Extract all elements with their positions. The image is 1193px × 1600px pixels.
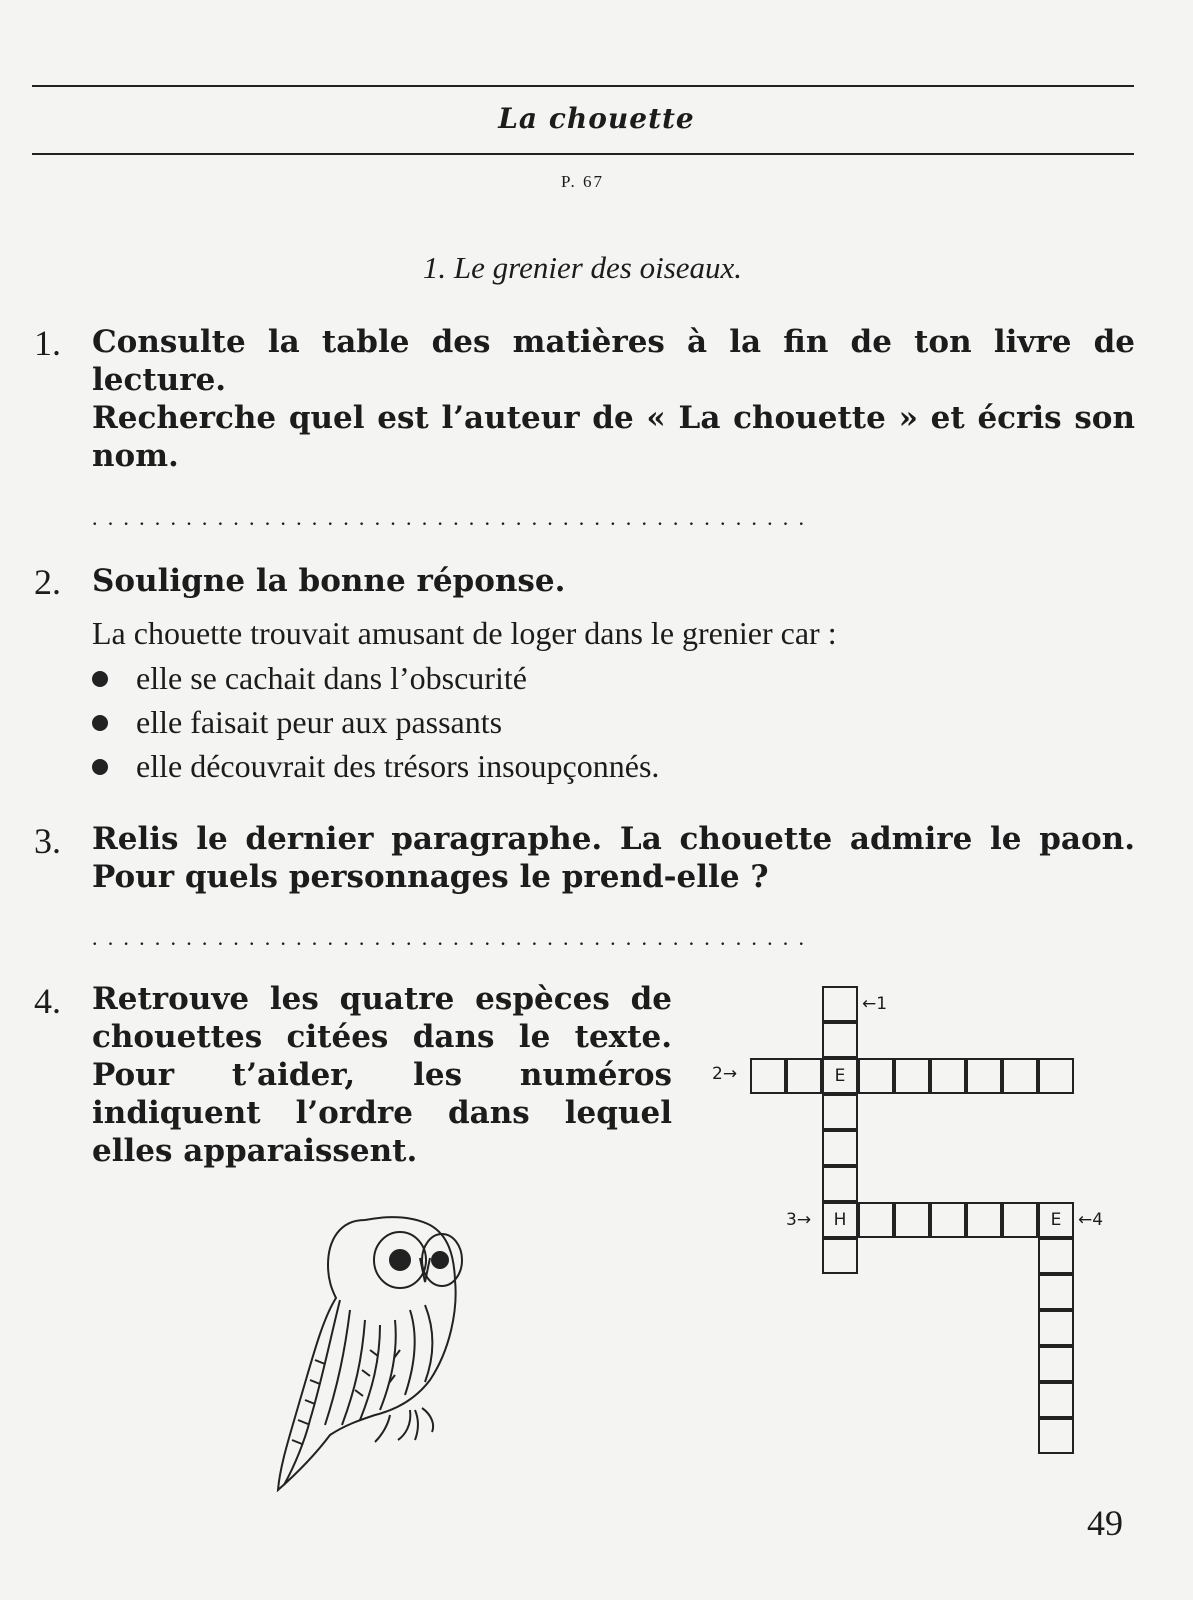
answer-option-1-text: elle se cachait dans l’obscurité — [136, 660, 527, 696]
answer-line-3[interactable]: .............................................. — [92, 925, 815, 945]
crossword-cell[interactable] — [822, 1166, 858, 1202]
crossword-label-4: ←4 — [1078, 1210, 1104, 1230]
crossword-cell[interactable] — [894, 1202, 930, 1238]
question-1-number: 1. — [34, 323, 61, 363]
answer-option-3-text: elle découvrait des trésors insoupçonnés. — [136, 748, 660, 784]
crossword-cell[interactable] — [930, 1058, 966, 1094]
crossword-cell[interactable] — [894, 1058, 930, 1094]
crossword-cell[interactable] — [1038, 1310, 1074, 1346]
crossword-cell[interactable] — [822, 1022, 858, 1058]
question-1-text — [92, 323, 1135, 475]
question-2-intro: La chouette trouvait amusant de loger dans le grenier car : — [92, 615, 837, 651]
chapter-heading: 1. Le grenier des oiseaux. — [422, 250, 743, 285]
page-title: La chouette — [498, 102, 695, 135]
crossword-cell[interactable] — [930, 1202, 966, 1238]
crossword-cell-e[interactable]: E — [1038, 1202, 1074, 1238]
question-4-text: Retrouve les quatre espèces de chouettes citées dans le texte. Pour t’aider, les numéros indiquent l’ordre dans lequel elles apparaissent. — [92, 981, 672, 1169]
answer-line-1[interactable]: .............................................. — [92, 505, 815, 525]
crossword-cell[interactable] — [822, 1130, 858, 1166]
crossword-cell-h[interactable]: H — [822, 1202, 858, 1238]
crossword-cell[interactable] — [1038, 1418, 1074, 1454]
crossword-label-3: 3→ — [786, 1210, 812, 1230]
title-rule — [32, 153, 1134, 155]
bullet-icon — [92, 671, 108, 687]
owl-illustration — [270, 1210, 470, 1500]
crossword-label-1: ←1 — [862, 994, 888, 1014]
question-2-text: Souligne la bonne réponse. — [92, 563, 566, 599]
crossword-cell[interactable] — [858, 1202, 894, 1238]
crossword-cell[interactable] — [966, 1058, 1002, 1094]
crossword-cell[interactable] — [1038, 1238, 1074, 1274]
question-3-text: Relis le dernier paragraphe. La chouette admire le paon. Pour quels personnages le prend-elle ? — [92, 821, 1135, 895]
crossword-cell[interactable] — [786, 1058, 822, 1094]
crossword-cell[interactable] — [750, 1058, 786, 1094]
crossword-cell[interactable] — [822, 986, 858, 1022]
crossword-cell[interactable] — [822, 1238, 858, 1274]
question-1-line-1: Consulte la table des matières à la fin de ton livre de lecture. — [92, 324, 1135, 398]
crossword-cell-e[interactable]: E — [822, 1058, 858, 1094]
bullet-icon — [92, 759, 108, 775]
crossword-cell[interactable] — [1002, 1058, 1038, 1094]
answer-option-1[interactable] — [92, 658, 659, 702]
bullet-icon — [92, 715, 108, 731]
crossword-cell[interactable] — [1038, 1382, 1074, 1418]
answer-option-2[interactable] — [92, 702, 659, 746]
page-reference: P. 67 — [560, 172, 605, 191]
question-2-number: 2. — [34, 562, 61, 602]
crossword-cell[interactable] — [966, 1202, 1002, 1238]
question-4-number: 4. — [34, 981, 61, 1021]
crossword-cell[interactable] — [1038, 1346, 1074, 1382]
crossword-label-2: 2→ — [712, 1064, 738, 1084]
answer-option-3[interactable] — [92, 746, 659, 790]
crossword-cell[interactable] — [1038, 1274, 1074, 1310]
crossword-cell[interactable] — [1002, 1202, 1038, 1238]
question-1-line-2: Recherche quel est l’auteur de « La chouette » et écris son nom. — [92, 400, 1135, 474]
page-number: 49 — [1087, 1503, 1123, 1543]
crossword-cell[interactable] — [858, 1058, 894, 1094]
top-rule — [32, 85, 1134, 87]
crossword-cell[interactable] — [1038, 1058, 1074, 1094]
question-3-number: 3. — [34, 821, 61, 861]
answer-options — [92, 658, 659, 790]
answer-option-2-text: elle faisait peur aux passants — [136, 704, 503, 740]
crossword-cell[interactable] — [822, 1094, 858, 1130]
